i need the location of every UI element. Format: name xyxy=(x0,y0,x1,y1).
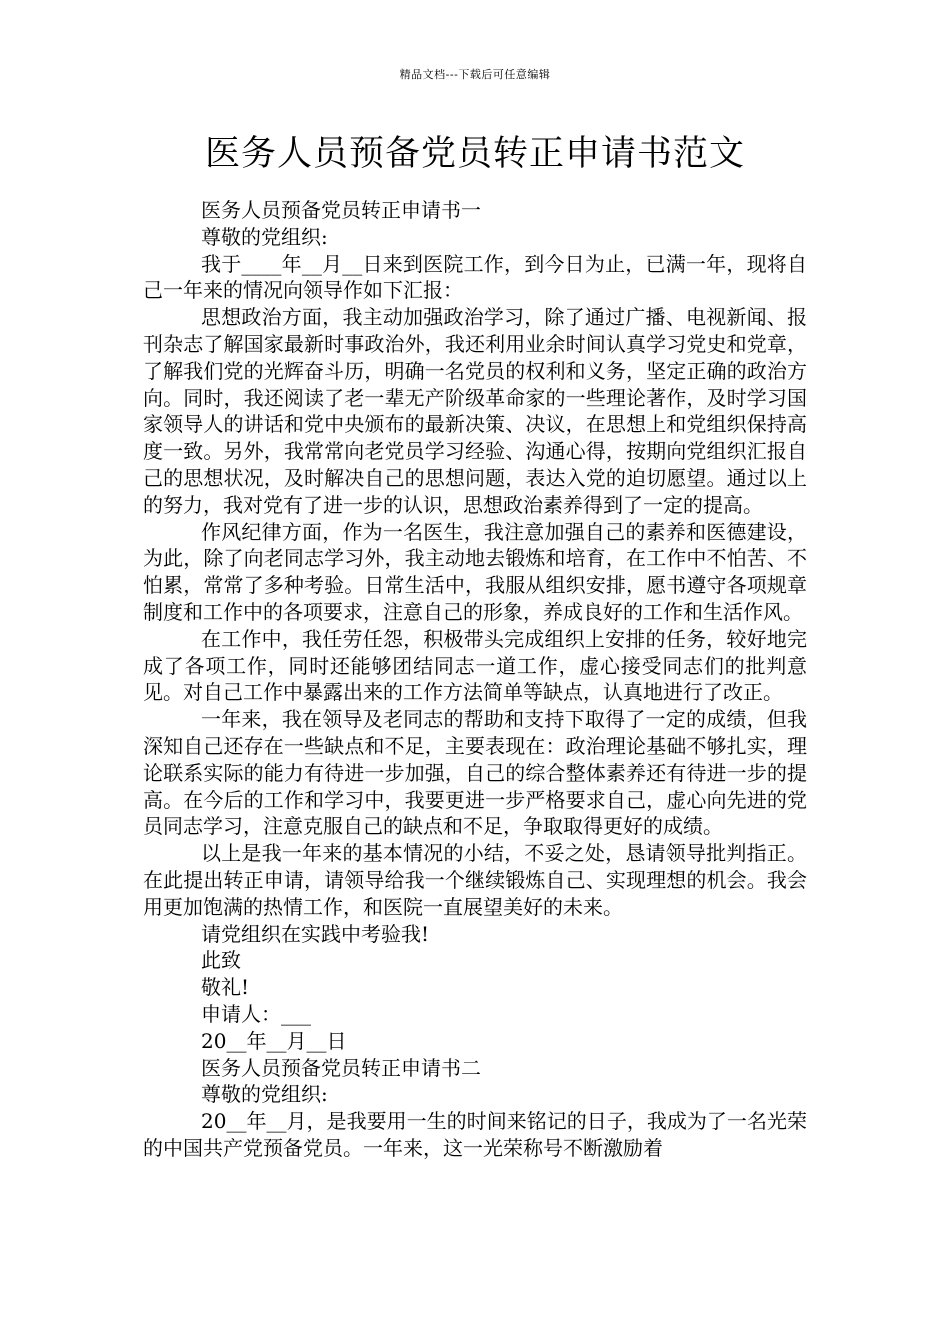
paragraph: 在工作中，我任劳任怨，积极带头完成组织上安排的任务，较好地完成了各项工作，同时还能够团结同志一道工作，虚心接受同志们的批判意见。对自己工作中暴露出来的工作方法简单等缺点，认真地进行了改正。 xyxy=(143,626,807,705)
paragraph: 申请人：___ xyxy=(201,1001,311,1026)
paragraph: 医务人员预备党员转正申请书一 xyxy=(201,198,481,222)
paragraph: 20__年__月__日 xyxy=(201,1028,347,1053)
paragraph: 敬礼! xyxy=(201,975,250,1000)
paragraph: 此致 xyxy=(201,948,241,973)
header-note: 精品文档---下载后可任意编辑 xyxy=(399,68,551,81)
paragraph: 思想政治方面，我主动加强政治学习，除了通过广播、电视新闻、报刊杂志了解国家最新时事政治外，我还利用业余时间认真学习党史和党章，了解我们党的光辉奋斗历，明确一名党员的权利和义务，坚定正确的政治方向。同时，我还阅读了老一辈无产阶级革命家的一些理论著作，及时学习国家领导人的讲话和党中央颁布的最新决策、决议，在思想上和党组织保持高度一致。另外，我常常向老党员学习经验、沟通心得，按期向党组织汇报自己的思想状况，及时解决自己的思想问题，表达入党的迫切愿望。通过以上的努力，我对党有了进一步的认识，思想政治素养得到了一定的提高。 xyxy=(143,305,807,517)
paragraph: 以上是我一年来的基本情况的小结，不妥之处，恳请领导批判指正。在此提出转正申请，请领导给我一个继续锻炼自己、实现理想的机会。我会用更加饱满的热情工作，和医院一直展望美好的未来。 xyxy=(143,841,807,919)
paragraph: 20__年__月，是我要用一生的时间来铭记的日子，我成为了一名光荣的中国共产党预备党员。一年来，这一光荣称号不断激励着 xyxy=(143,1109,807,1160)
paragraph: 作风纪律方面，作为一名医生，我注意加强自己的素养和医德建设，为此，除了向老同志学习外，我主动地去锻炼和培育，在工作中不怕苦、不怕累，常常了多种考验。日常生活中，我服从组织安排，愿书遵守各项规章制度和工作中的各项要求，注意自己的形象，养成良好的工作和生活作风。 xyxy=(143,519,807,624)
document-body xyxy=(143,197,807,1162)
paragraph: 尊敬的党组织: xyxy=(201,224,328,249)
paragraph: 尊敬的党组织: xyxy=(201,1082,328,1107)
document-title: 医务人员预备党员转正申请书范文 xyxy=(204,134,745,174)
paragraph: 一年来，我在领导及老同志的帮助和支持下取得了一定的成绩，但我深知自己还存在一些缺点和不足，主要表现在：政治理论基础不够扎实，理论联系实际的能力有待进一步加强，自己的综合整体素养还有待进一步的提高。在今后的工作和学习中，我要更进一步严格要求自己，虚心向先进的党员同志学习，注意克服自己的缺点和不足，争取取得更好的成绩。 xyxy=(143,707,807,839)
paragraph: 我于____年__月__日来到医院工作，到今日为止，已满一年，现将自己一年来的情况向领导作如下汇报： xyxy=(143,251,807,303)
paragraph: 医务人员预备党员转正申请书二 xyxy=(201,1055,481,1080)
paragraph: 请党组织在实践中考验我! xyxy=(201,921,430,946)
